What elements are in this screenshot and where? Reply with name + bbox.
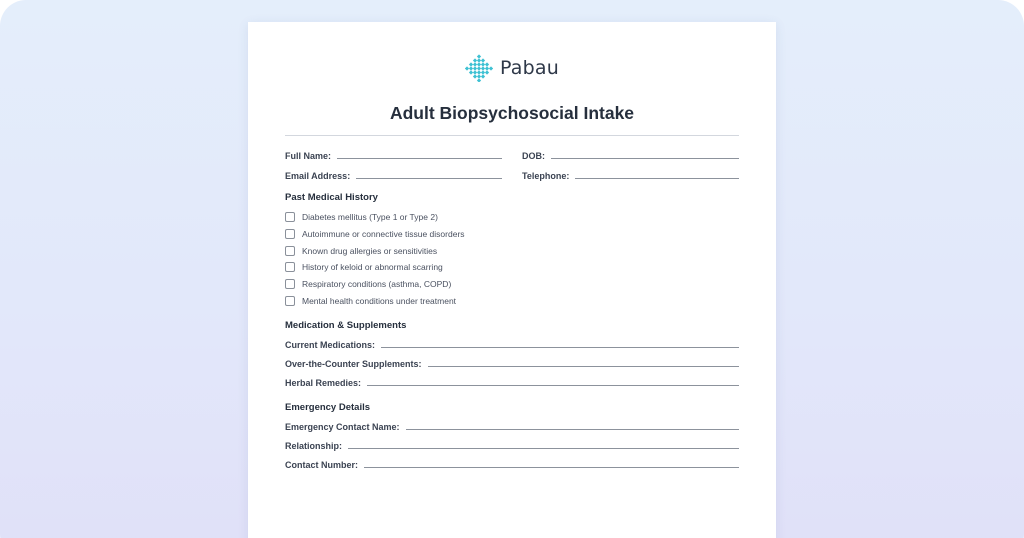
brand-logo	[248, 54, 776, 82]
intake-form-document	[248, 22, 776, 538]
checkbox[interactable]	[285, 229, 295, 239]
checkbox[interactable]	[285, 262, 295, 272]
dob-field[interactable]	[522, 151, 739, 161]
otc-supplements-field[interactable]	[285, 359, 739, 369]
telephone-field[interactable]	[522, 171, 739, 181]
title-divider	[285, 135, 739, 136]
brand-name: Pabau	[500, 57, 559, 79]
checklist-item-label: Respiratory conditions (asthma, COPD)	[302, 279, 452, 289]
checklist-item[interactable]	[285, 262, 443, 272]
emergency-contact-name-line[interactable]	[406, 429, 739, 430]
relationship-field[interactable]	[285, 441, 739, 451]
checkbox[interactable]	[285, 279, 295, 289]
checkbox[interactable]	[285, 212, 295, 222]
checklist-item[interactable]	[285, 279, 451, 289]
checklist-item[interactable]	[285, 296, 456, 306]
form-title: Adult Biopsychosocial Intake	[389, 103, 635, 123]
herbal-remedies-field[interactable]	[285, 378, 739, 388]
emergency-heading: Emergency Details	[285, 402, 371, 413]
email-line[interactable]	[356, 178, 502, 179]
relationship-label: Relationship:	[285, 441, 343, 451]
dob-label: DOB:	[522, 151, 545, 161]
current-medications-field[interactable]	[285, 340, 739, 350]
checklist-item[interactable]	[285, 229, 465, 239]
checklist-item[interactable]	[285, 212, 438, 222]
checklist-item-label: Known drug allergies or sensitivities	[302, 246, 438, 256]
herbal-remedies-label: Herbal Remedies:	[285, 378, 362, 388]
contact-number-field[interactable]	[285, 460, 739, 470]
telephone-label: Telephone:	[522, 171, 570, 181]
herbal-remedies-line[interactable]	[367, 385, 739, 386]
full-name-label: Full Name:	[285, 151, 332, 161]
checklist-item-label: Diabetes mellitus (Type 1 or Type 2)	[302, 212, 438, 222]
full-name-line[interactable]	[337, 158, 502, 159]
otc-supplements-label: Over-the-Counter Supplements:	[285, 359, 422, 369]
medication-heading: Medication & Supplements	[285, 320, 407, 331]
checkbox[interactable]	[285, 296, 295, 306]
emergency-contact-name-label: Emergency Contact Name:	[285, 422, 400, 432]
relationship-line[interactable]	[348, 448, 739, 449]
current-medications-label: Current Medications:	[285, 340, 376, 350]
diamond-lattice-icon	[465, 54, 493, 82]
checklist-item-label: History of keloid or abnormal scarring	[302, 262, 443, 272]
otc-supplements-line[interactable]	[428, 366, 739, 367]
current-medications-line[interactable]	[381, 347, 739, 348]
checkbox[interactable]	[285, 246, 295, 256]
contact-number-line[interactable]	[364, 467, 739, 468]
email-field[interactable]	[285, 171, 502, 181]
full-name-field[interactable]	[285, 151, 502, 161]
dob-line[interactable]	[551, 158, 739, 159]
email-label: Email Address:	[285, 171, 351, 181]
telephone-line[interactable]	[575, 178, 739, 179]
checklist-item-label: Mental health conditions under treatment	[302, 296, 457, 306]
emergency-contact-name-field[interactable]	[285, 422, 739, 432]
checklist-item[interactable]	[285, 246, 437, 256]
checklist-item-label: Autoimmune or connective tissue disorders	[302, 229, 465, 239]
medical-history-heading: Past Medical History	[285, 192, 378, 203]
contact-number-label: Contact Number:	[285, 460, 359, 470]
